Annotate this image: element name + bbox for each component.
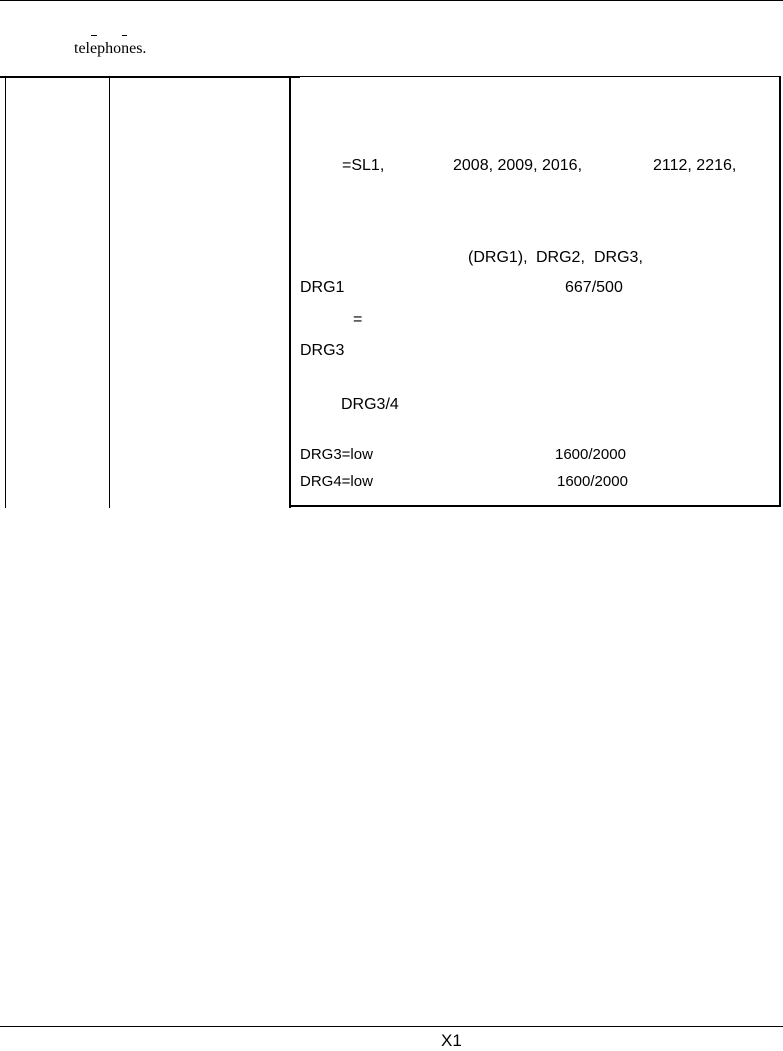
page-label: X1	[441, 1031, 462, 1050]
table-row-8-seg-1: DRG4=low	[300, 473, 373, 490]
table-row-5-seg-1: DRG3	[300, 342, 345, 359]
table-row-1-seg-3: 2112, 2216,	[653, 157, 737, 174]
column-divider-1	[109, 76, 110, 508]
table-row-2-seg-1: (DRG1),	[468, 249, 528, 266]
table-row-8-seg-2: 1600/2000	[557, 473, 628, 490]
table-row-3-seg-2: 667/500	[565, 279, 623, 296]
footer-rule	[0, 1026, 783, 1027]
table-bottom-rule	[289, 505, 781, 507]
table-left-border	[5, 76, 6, 508]
table-row-1-seg-1: =SL1,	[342, 157, 385, 174]
table-row-4-seg-1: =	[353, 311, 363, 328]
column-divider-2	[289, 76, 291, 508]
table-row-2-seg-2: DRG2,	[536, 249, 585, 266]
continued-text: telephones.	[74, 40, 147, 57]
top-rule	[0, 0, 783, 1]
dash-mark	[122, 35, 127, 36]
table-top-rule	[0, 76, 300, 78]
table-row-7-seg-2: 1600/2000	[555, 446, 626, 463]
table-row-1-seg-2: 2008, 2009, 2016,	[453, 157, 583, 174]
table-right-border	[779, 76, 781, 506]
table-row-3-seg-1: DRG1	[300, 279, 345, 296]
table-top-rule-right	[290, 76, 780, 77]
table-row-2-seg-3: DRG3,	[594, 249, 643, 266]
table-row-7-seg-1: DRG3=low	[300, 446, 373, 463]
dash-mark	[91, 35, 97, 36]
table-row-6-seg-1: DRG3/4	[341, 396, 399, 413]
